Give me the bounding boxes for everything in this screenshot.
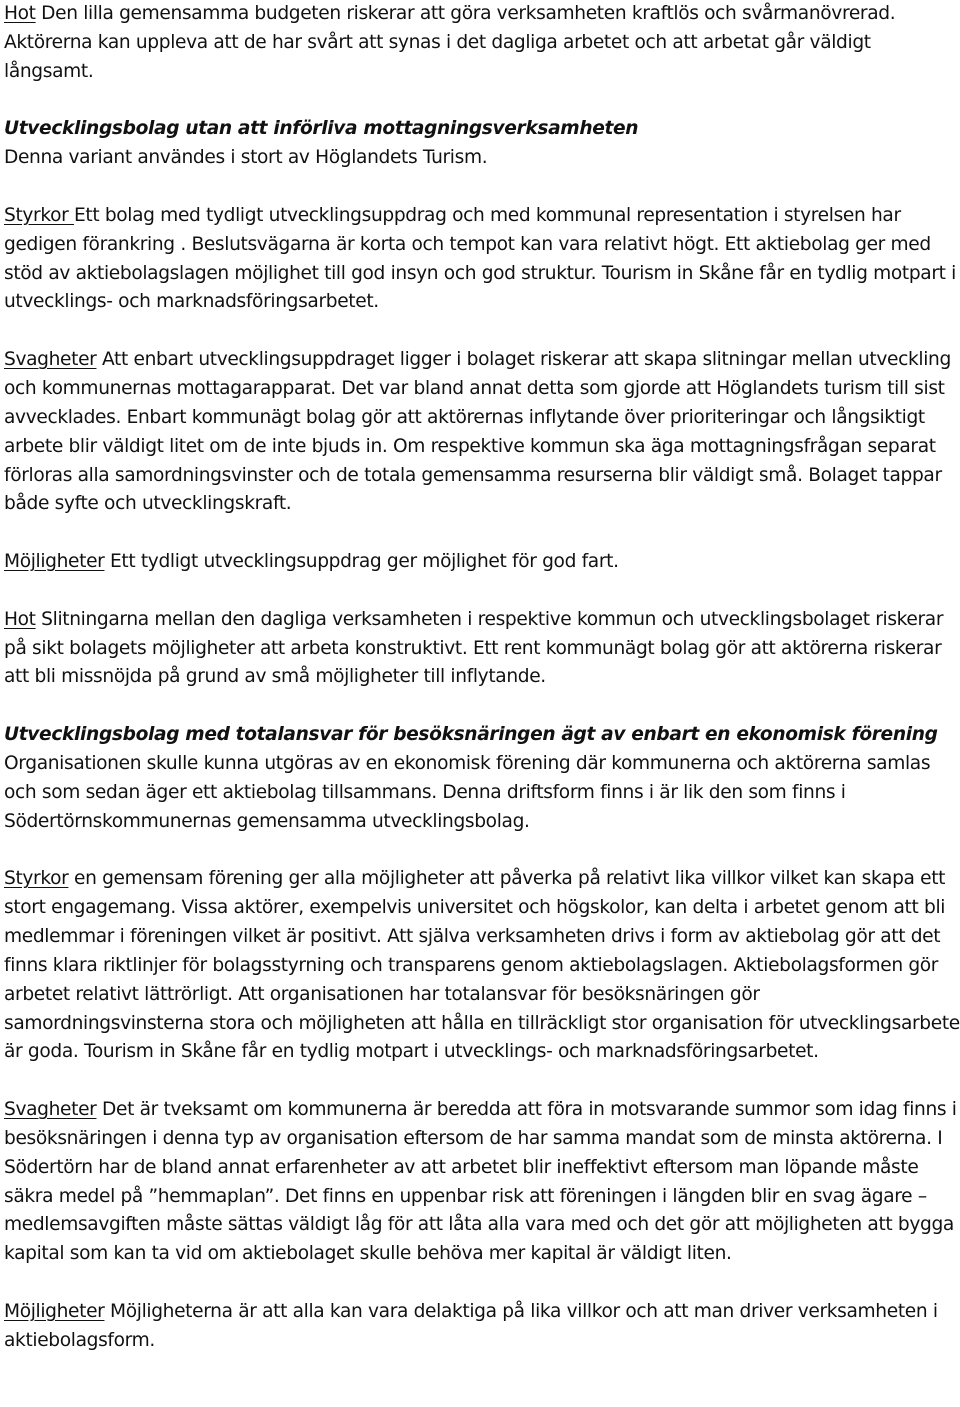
paragraph-styrkor-1 [4,202,960,317]
spacer [4,173,960,202]
paragraph-text: Möjligheterna är att alla kan vara delaktiga på lika villkor och att man driver verksamheten i aktiebolagsform. [4,1300,938,1351]
label-mojligheter: Möjligheter [4,1300,105,1322]
paragraph-mojligheter-1 [4,548,960,577]
paragraph-svagheter-2 [4,1096,960,1269]
paragraph-intro-1 [4,144,960,173]
paragraph-text: Ett bolag med tydligt utvecklingsuppdrag och med kommunal representation i styrelsen har gedigen förankring . Beslutsvägarna är korta och tempot kan vara relativt högt. Ett aktiebolag ger med stöd av aktiebolagslagen möjlighet till god insyn och god struktur. Tourism in Skåne får en tydlig motpart i utvecklings- och marknadsföringsarbetet. [4,204,956,313]
paragraph-mojligheter-2 [4,1298,960,1356]
paragraph-svagheter-1 [4,346,960,519]
paragraph-text: Att enbart utvecklingsuppdraget ligger i bolaget riskerar att skapa slitningar mellan utveckling och kommunernas mottagarapparat. Det var bland annat detta som gjorde att Höglandets turism till sist avvecklades. Enbart kommunägt bolag gör att aktörernas inflytande över prioriteringar och långsiktigt arbete blir väldigt litet om de inte bjuds in. Om respektive kommun ska äga mottagningsfrågan separat förloras alla samordningsvinster och de totala gemensamma resurserna blir väldigt små. Bolaget tappar både syfte och utvecklingskraft. [4,349,951,515]
label-styrkor: Styrkor [4,204,74,226]
section-heading-1 [4,115,960,144]
label-mojligheter: Möjligheter [4,551,105,573]
paragraph-styrkor-2 [4,865,960,1067]
section-heading: Utvecklingsbolag med totalansvar för besöksnäringen ägt av enbart en ekonomisk förening [4,724,938,746]
label-styrkor: Styrkor [4,868,69,890]
paragraph-text: Organisationen skulle kunna utgöras av en ekonomisk förening där kommunerna och aktörerna samlas och som sedan äger ett aktiebolag tillsammans. Denna driftsform finns i är lik den som finns i Södertörnskommunernas gemensamma utvecklingsbolag. [4,752,931,832]
paragraph-text: Denna variant användes i stort av Höglandets Turism. [4,147,488,169]
paragraph-intro-2 [4,750,960,837]
spacer [4,87,960,116]
spacer [4,1269,960,1298]
section-heading: Utvecklingsbolag utan att införliva mottagningsverksamheten [4,118,639,140]
section-heading-2 [4,721,960,750]
label-svagheter: Svagheter [4,1099,97,1121]
label-svagheter: Svagheter [4,349,97,371]
paragraph-text: Slitningarna mellan den dagliga verksamheten i respektive kommun och utvecklingsbolaget riskerar på sikt bolagets möjligheter att arbeta konstruktivt. Ett rent kommunägt bolag gör att aktörerna riskerar att bli missnöjda på grund av små möjligheter till inflytande. [4,608,944,688]
spacer [4,836,960,865]
label-hot: Hot [4,608,36,630]
spacer [4,519,960,548]
paragraph-text: en gemensam förening ger alla möjligheter att påverka på relativt lika villkor vilket kan skapa ett stort engagemang. Vissa aktörer, exempelvis universitet och högskolor, kan delta i arbetet genom att bli medlemmar i föreningen vilket är positivt. Att själva verksamheten drivs i form av aktiebolag gör att det finns klara riktlinjer för bolagsstyrning och transparens genom aktiebolagslagen. Aktiebolagsformen gör arbetet relativt lättrörligt. Att organisationen har totalansvar för besöksnäringen gör samordningsvinsterna stora och möjligheten att hålla en tillräckligt stor organisation för utvecklingsarbete är goda. Tourism in Skåne får en tydlig motpart i utvecklings- och marknadsföringsarbetet. [4,868,960,1063]
paragraph-text: Det är tveksamt om kommunerna är beredda att föra in motsvarande summor som idag finns i besöksnäringen i denna typ av organisation eftersom de har samma mandat som de minsta aktörerna. I Södertörn har de bland annat erfarenheter av att arbetet blir ineffektivt eftersom man löpande måste säkra medel på ”hemmaplan”. Det finns en uppenbar risk att föreningen i längden blir en svag ägare – medlemsavgiften måste sättas väldigt låg för att låta alla vara med och det gör att möjligheten att bygga kapital som kan ta vid om aktiebolaget skulle behöva mer kapital är väldigt liten. [4,1099,957,1265]
paragraph-hot-1 [4,0,960,87]
spacer [4,317,960,346]
paragraph-text: Den lilla gemensamma budgeten riskerar att göra verksamheten kraftlös och svårmanövrerad. Aktörerna kan uppleva att de har svårt att synas i det dagliga arbetet och att arbetat går väldigt långsamt. [4,3,896,82]
paragraph-text: Ett tydligt utvecklingsuppdrag ger möjlighet för god fart. [104,551,619,573]
spacer [4,577,960,606]
paragraph-hot-2 [4,606,960,693]
label-hot: Hot [4,3,36,24]
spacer [4,692,960,721]
spacer [4,1067,960,1096]
